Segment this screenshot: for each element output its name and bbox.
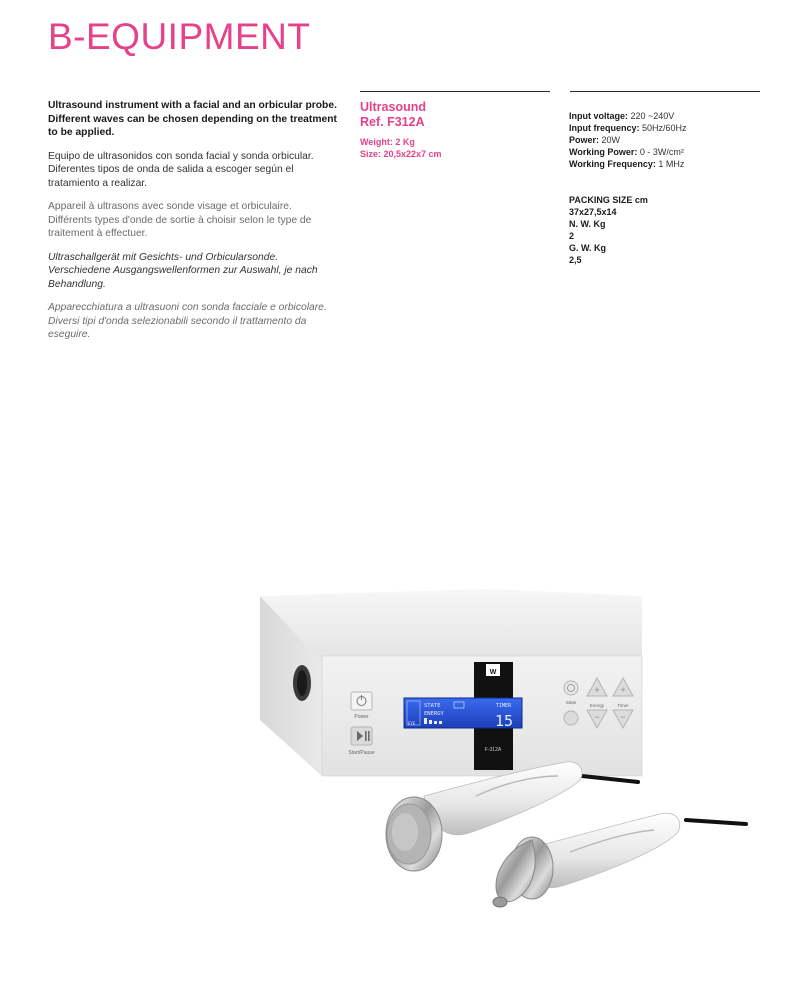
state-label: State bbox=[565, 700, 577, 705]
plus-icon: + bbox=[594, 685, 600, 695]
model-label: F-312A bbox=[484, 747, 502, 753]
page-title: B-EQUIPMENT bbox=[48, 16, 311, 57]
descriptions bbox=[48, 99, 338, 352]
start-pause-label: Start/Pause bbox=[348, 750, 375, 756]
spec-row bbox=[569, 134, 769, 146]
probe-cable bbox=[582, 776, 638, 782]
product-weight: Weight: 2 Kg bbox=[360, 137, 415, 147]
plus-icon: + bbox=[620, 685, 626, 695]
timer-label: Timer bbox=[617, 703, 629, 708]
spec-label: Input frequency: bbox=[569, 123, 640, 133]
product-size: Size: 20,5x22x7 cm bbox=[360, 149, 442, 159]
state-select-button[interactable] bbox=[564, 711, 578, 725]
product-info bbox=[360, 100, 550, 160]
spec-row bbox=[569, 122, 769, 134]
spec-label: Power: bbox=[569, 135, 600, 145]
energy-label: Energy bbox=[589, 703, 605, 708]
minus-icon: − bbox=[620, 712, 626, 722]
probe-cable bbox=[686, 820, 746, 824]
lcd-timer-label: TIMER bbox=[496, 703, 512, 709]
net-weight-value: 2 bbox=[569, 231, 575, 241]
spec-row bbox=[569, 146, 769, 158]
spec-row bbox=[569, 158, 769, 170]
gross-weight-value: 2,5 bbox=[569, 255, 582, 265]
product-ref: Ref. F312A bbox=[360, 115, 425, 129]
description-english: Ultrasound instrument with a facial and an orbicular probe. Different waves can be chosen depending on the treatment to be applied. bbox=[48, 100, 337, 138]
lcd-energy: ENERGY bbox=[424, 711, 444, 717]
packing-info bbox=[569, 194, 769, 266]
power-label: Power bbox=[354, 714, 369, 720]
power-button[interactable] bbox=[351, 692, 372, 710]
pause-icon bbox=[365, 731, 367, 741]
lcd-state: STATE bbox=[424, 703, 441, 709]
lcd-eye: EYE bbox=[408, 721, 416, 726]
net-weight-label: N. W. Kg bbox=[569, 219, 606, 229]
product-name: Ultrasound bbox=[360, 100, 426, 114]
spec-label: Working Power: bbox=[569, 147, 638, 157]
spec-value: 220 ~240V bbox=[630, 111, 675, 121]
spec-row bbox=[569, 110, 769, 122]
description-german: Ultraschallgerät mit Gesichts- und Orbicularsonde. Verschiedene Ausgangswellenformen zur Auswahl, je nach Behandlung. bbox=[48, 251, 318, 290]
description-french: Appareil à ultrasons avec sonde visage et orbiculaire. Différents types d'onde de sortie à choisir selon le type de traitement à effectuer. bbox=[48, 201, 312, 239]
svg-text:W: W bbox=[489, 669, 497, 676]
product-photo bbox=[240, 570, 760, 930]
spec-value: 50Hz/60Hz bbox=[642, 123, 687, 133]
spec-value: 0 - 3W/cm² bbox=[639, 147, 684, 157]
packing-size: 37x27,5x14 bbox=[569, 207, 617, 217]
minus-icon: − bbox=[594, 712, 600, 722]
packing-title: PACKING SIZE cm bbox=[569, 195, 648, 205]
device-top bbox=[260, 589, 642, 662]
spec-value: 20W bbox=[601, 135, 621, 145]
spec-value: 1 MHz bbox=[658, 159, 685, 169]
divider-line bbox=[570, 91, 760, 92]
description-italian: Apparecchiatura a ultrasuoni con sonda facciale e orbicolare. Diversi tipi d'onda selezionabili secondo il trattamento da eseguire. bbox=[48, 302, 327, 340]
description-spanish: Equipo de ultrasonidos con sonda facial y sonda orbicular. Diferentes tipos de onda de salida a escoger según el tratamiento a realizar. bbox=[48, 150, 314, 189]
state-button[interactable] bbox=[564, 681, 578, 695]
divider-line bbox=[360, 91, 550, 92]
spec-label: Input voltage: bbox=[569, 111, 628, 121]
technical-specs bbox=[569, 110, 769, 170]
spec-label: Working Frequency: bbox=[569, 159, 656, 169]
lcd-timer-value: 15 bbox=[495, 712, 514, 730]
gross-weight-label: G. W. Kg bbox=[569, 243, 606, 253]
